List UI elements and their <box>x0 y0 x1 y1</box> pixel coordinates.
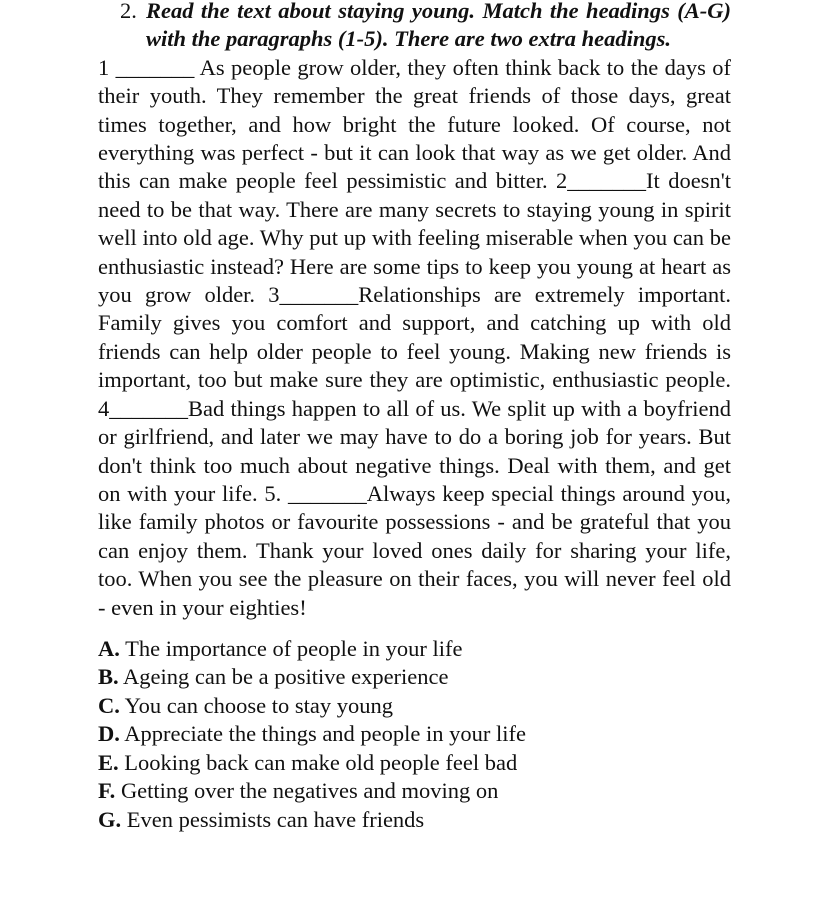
worksheet-page <box>98 0 731 834</box>
heading-option-e <box>98 749 731 778</box>
heading-text: Getting over the negatives and moving on <box>115 778 499 804</box>
heading-text: You can choose to stay young <box>119 692 393 718</box>
gap-1[interactable]: 1 _______ <box>98 54 195 80</box>
heading-text: The importance of people in your life <box>119 635 463 661</box>
paragraph-4-text: Bad things happen to all of us. We split up with a boyfriend or girlfriend, and later we may have to do a boring job for years. But don't think too much about negative things. Deal with them, and get on with your life. <box>98 395 731 506</box>
heading-text: Appreciate the things and people in your life <box>119 721 527 747</box>
heading-letter: C. <box>98 692 120 718</box>
task-instruction <box>98 0 731 54</box>
heading-option-d <box>98 720 731 749</box>
heading-option-b <box>98 663 731 692</box>
task-number: 2. <box>120 0 137 23</box>
heading-option-c <box>98 692 731 721</box>
heading-letter: E. <box>98 749 119 775</box>
heading-letter: A. <box>98 635 120 661</box>
paragraph-5-text: Always keep special things around you, like family photos or favourite possessions - and be grateful that you can enjoy them. Thank your loved ones daily for sharing your life, too. When you see the pleasure on their faces, you will never feel old - even in your eighties! <box>98 480 731 620</box>
gap-4[interactable]: 4_______ <box>98 395 188 421</box>
heading-option-f <box>98 777 731 806</box>
gap-3[interactable]: 3_______ <box>268 282 359 308</box>
heading-option-g <box>98 806 731 835</box>
heading-text: Even pessimists can have friends <box>121 806 425 832</box>
heading-option-a <box>98 635 731 664</box>
paragraph-2-text: It doesn't need to be that way. There are many secrets to staying young in spirit well into old age. Why put up with feeling miserable when you can be enthusiastic instead? Here are some tips to keep you young at heart as you grow older. <box>98 168 731 308</box>
headings-list <box>98 635 731 835</box>
heading-letter: G. <box>98 806 122 832</box>
heading-text: Looking back can make old people feel bad <box>118 749 518 775</box>
heading-letter: F. <box>98 778 116 804</box>
paragraph-3-text: Relationships are extremely important. Family gives you comfort and support, and catching up with old friends can help older people to feel young. Making new friends is important, too but make sure they are optimistic, enthusiastic people. <box>98 282 732 393</box>
heading-text: Ageing can be a positive experience <box>118 664 449 690</box>
gap-2[interactable]: 2_______ <box>556 168 647 194</box>
reading-passage <box>98 54 731 622</box>
task-instruction-text: Read the text about staying young. Match the headings (A-G) with the paragraphs (1-5). There are two extra headings. <box>146 0 731 52</box>
paragraph-1-text: As people grow older, they often think back to the days of their youth. They remember the great friends of those days, great times together, and how bright the future looked. Of course, not everything was perfect - but it can look that way as we get older. And this can make people feel pessimistic and bitter. <box>98 54 731 194</box>
heading-letter: B. <box>98 664 119 690</box>
gap-5[interactable]: 5. _______ <box>264 480 367 506</box>
heading-letter: D. <box>98 721 120 747</box>
